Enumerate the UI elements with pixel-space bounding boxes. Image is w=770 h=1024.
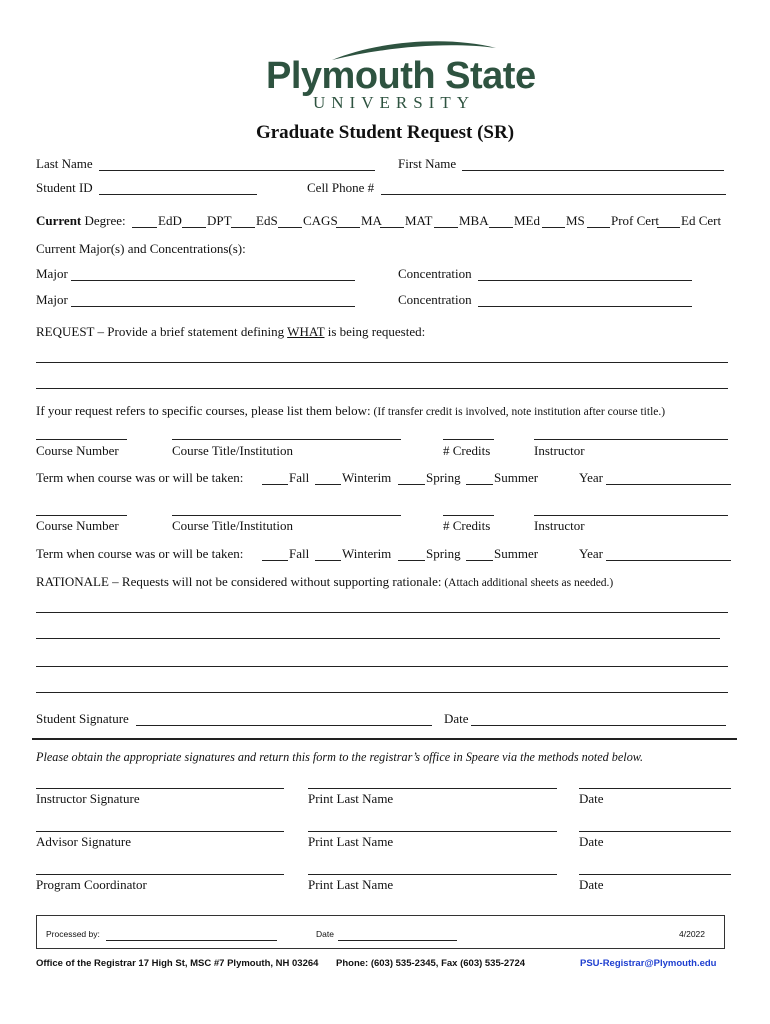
degree-blank[interactable] — [657, 227, 680, 228]
instructor-print-name-field[interactable] — [308, 788, 557, 789]
signoff-left-label: Program Coordinator — [36, 877, 147, 892]
courses-intro-note: (If transfer credit is involved, note institution after course title.) — [370, 406, 666, 418]
instructor-label: Instructor — [534, 443, 585, 458]
cell-phone-field[interactable] — [381, 194, 726, 195]
advisor-date-field[interactable] — [579, 831, 731, 832]
degree-option: EdD — [158, 213, 182, 228]
term-blank[interactable] — [315, 560, 341, 561]
degree-blank[interactable] — [434, 227, 458, 228]
rationale-label-text: RATIONALE – Requests will not be considered without supporting rationale: — [36, 574, 442, 589]
signoff-right-label: Date — [579, 791, 604, 806]
year-field[interactable] — [606, 560, 731, 561]
credits-field[interactable] — [443, 439, 494, 440]
degree-option: MA — [361, 213, 382, 228]
year-field[interactable] — [606, 484, 731, 485]
term-blank[interactable] — [315, 484, 341, 485]
signoff-mid-label: Print Last Name — [308, 877, 394, 892]
concentration-field[interactable] — [478, 280, 692, 281]
major-field[interactable] — [71, 280, 355, 281]
form-version: 4/2022 — [679, 929, 705, 939]
course-number-field[interactable] — [36, 515, 127, 516]
majors-heading: Current Major(s) and Concentrations(s): — [36, 241, 246, 256]
processed-by-field[interactable] — [106, 940, 277, 941]
student-date-label: Date — [444, 711, 469, 726]
office-date-label: Date — [316, 929, 334, 939]
request-label-text: REQUEST – Provide a brief statement defining — [36, 324, 288, 339]
course-title-field[interactable] — [172, 439, 401, 440]
instructor-label: Instructor — [534, 518, 585, 533]
student-date-field[interactable] — [471, 725, 726, 726]
cell-phone-label: Cell Phone # — [307, 180, 375, 195]
term-blank[interactable] — [398, 560, 425, 561]
term-blank[interactable] — [262, 484, 288, 485]
credits-label: # Credits — [443, 443, 491, 458]
instructor-date-field[interactable] — [579, 788, 731, 789]
degree-option: MEd — [514, 213, 540, 228]
degree-blank[interactable] — [182, 227, 206, 228]
coordinator-print-name-field[interactable] — [308, 874, 557, 875]
signoff-right-label: Date — [579, 834, 604, 849]
rationale-label — [36, 574, 613, 590]
degree-option: DPT — [207, 213, 232, 228]
instructor-signature-field[interactable] — [36, 788, 284, 789]
course-number-label: Course Number — [36, 443, 119, 458]
signoff-left-label: Instructor Signature — [36, 791, 140, 806]
term-blank[interactable] — [466, 560, 493, 561]
rationale-line[interactable] — [36, 692, 728, 693]
request-label-text: is being requested: — [324, 324, 426, 339]
rationale-line[interactable] — [36, 612, 728, 613]
form-title: Graduate Student Request (SR) — [255, 122, 515, 143]
student-signature-field[interactable] — [136, 725, 432, 726]
processed-by-label: Processed by: — [46, 929, 100, 939]
signoff-right-label: Date — [579, 877, 604, 892]
student-id-field[interactable] — [99, 194, 257, 195]
last-name-field[interactable] — [99, 170, 375, 171]
term-option: Spring — [426, 546, 461, 561]
request-label-emphasis: WHAT — [287, 324, 325, 339]
student-id-label: Student ID — [36, 180, 93, 195]
office-date-field[interactable] — [338, 940, 457, 941]
degree-option: Ed Cert — [681, 213, 722, 228]
concentration-label: Concentration — [398, 266, 472, 281]
course-title-label: Course Title/Institution — [172, 443, 293, 458]
major-field[interactable] — [71, 306, 355, 307]
footer-email-link[interactable]: PSU-Registrar@Plymouth.edu — [580, 958, 717, 969]
degree-blank[interactable] — [336, 227, 360, 228]
term-option: Spring — [426, 470, 461, 485]
office-use-box — [36, 915, 725, 949]
term-option: Fall — [289, 470, 310, 485]
term-blank[interactable] — [262, 560, 288, 561]
advisor-signature-field[interactable] — [36, 831, 284, 832]
section-divider — [32, 738, 737, 740]
term-label: Term when course was or will be taken: — [36, 546, 244, 561]
degree-prefix: Degree: — [81, 213, 126, 228]
logo-subtitle: UNIVERSITY — [313, 93, 475, 112]
term-option: Summer — [494, 546, 539, 561]
course-title-field[interactable] — [172, 515, 401, 516]
concentration-label: Concentration — [398, 292, 472, 307]
degree-blank[interactable] — [231, 227, 255, 228]
footer-phone: Phone: (603) 535-2345, Fax (603) 535-2724 — [336, 958, 526, 969]
rationale-note: (Attach additional sheets as needed.) — [441, 577, 614, 589]
year-label: Year — [579, 546, 603, 561]
degree-blank[interactable] — [380, 227, 404, 228]
term-option: Winterim — [342, 546, 392, 561]
major-label: Major — [36, 266, 68, 281]
student-signature-label: Student Signature — [36, 711, 129, 726]
degree-blank[interactable] — [132, 227, 157, 228]
degree-option: EdS — [256, 213, 278, 228]
degree-row — [36, 213, 126, 229]
course-number-label: Course Number — [36, 518, 119, 533]
signoff-mid-label: Print Last Name — [308, 834, 394, 849]
credits-field[interactable] — [443, 515, 494, 516]
rationale-line[interactable] — [36, 638, 720, 639]
course-number-field[interactable] — [36, 439, 127, 440]
coordinator-date-field[interactable] — [579, 874, 731, 875]
course-title-label: Course Title/Institution — [172, 518, 293, 533]
request-line[interactable] — [36, 362, 728, 363]
degree-blank[interactable] — [587, 227, 610, 228]
courses-intro-text: If your request refers to specific courses, please list them below: — [36, 403, 371, 418]
degree-option: MAT — [405, 213, 433, 228]
signoff-left-label: Advisor Signature — [36, 834, 131, 849]
degree-blank[interactable] — [489, 227, 513, 228]
degree-prefix-bold: Current — [36, 213, 82, 228]
degree-option: MS — [566, 213, 585, 228]
term-blank[interactable] — [398, 484, 425, 485]
footer-address: Office of the Registrar 17 High St, MSC #7 Plymouth, NH 03264 — [36, 958, 319, 969]
term-option: Winterim — [342, 470, 392, 485]
term-option: Summer — [494, 470, 539, 485]
instructor-field[interactable] — [534, 439, 728, 440]
instructor-field[interactable] — [534, 515, 728, 516]
coordinator-signature-field[interactable] — [36, 874, 284, 875]
credits-label: # Credits — [443, 518, 491, 533]
degree-option: CAGS — [303, 213, 338, 228]
first-name-label: First Name — [398, 156, 457, 171]
degree-blank[interactable] — [542, 227, 565, 228]
degree-option: Prof Cert — [611, 213, 660, 228]
rationale-line[interactable] — [36, 666, 728, 667]
major-label: Major — [36, 292, 68, 307]
first-name-field[interactable] — [462, 170, 724, 171]
request-line[interactable] — [36, 388, 728, 389]
concentration-field[interactable] — [478, 306, 692, 307]
advisor-print-name-field[interactable] — [308, 831, 557, 832]
request-label — [36, 324, 425, 340]
term-label: Term when course was or will be taken: — [36, 470, 244, 485]
degree-blank[interactable] — [278, 227, 302, 228]
instructions-text: Please obtain the appropriate signatures and return this form to the registrar’s office in Speare via the methods noted below. — [36, 750, 644, 764]
year-label: Year — [579, 470, 603, 485]
signoff-mid-label: Print Last Name — [308, 791, 394, 806]
courses-intro — [36, 403, 665, 419]
last-name-label: Last Name — [36, 156, 93, 171]
term-blank[interactable] — [466, 484, 493, 485]
degree-option: MBA — [459, 213, 489, 228]
logo-wordmark: Plymouth State — [266, 55, 536, 97]
term-option: Fall — [289, 546, 310, 561]
